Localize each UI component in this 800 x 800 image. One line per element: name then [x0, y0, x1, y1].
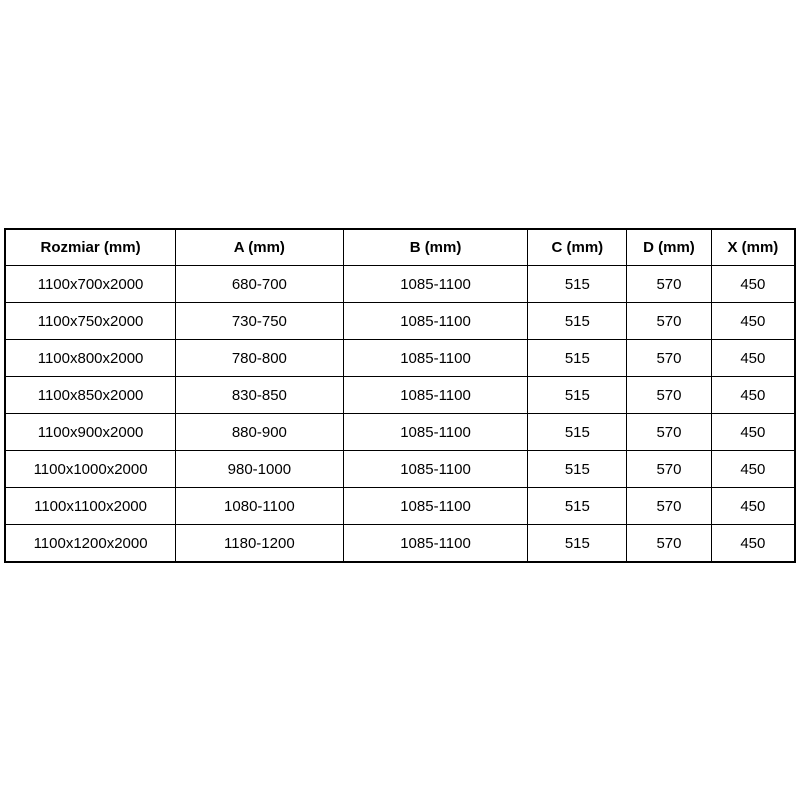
table-row: [5, 266, 795, 303]
table-cell: 1085-1100: [343, 451, 528, 488]
table-cell: 1100x1200x2000: [5, 525, 176, 563]
table-cell: 570: [627, 488, 712, 525]
table-cell: 1085-1100: [343, 340, 528, 377]
table-cell: 450: [711, 451, 795, 488]
column-header-c: C (mm): [528, 229, 627, 266]
table-cell: 1085-1100: [343, 377, 528, 414]
table-cell: 1100x850x2000: [5, 377, 176, 414]
column-header-x: X (mm): [711, 229, 795, 266]
table-cell: 1100x750x2000: [5, 303, 176, 340]
table-cell: 515: [528, 414, 627, 451]
table-cell: 450: [711, 525, 795, 563]
table-row: [5, 414, 795, 451]
column-header-b: B (mm): [343, 229, 528, 266]
table-row: [5, 525, 795, 563]
table-row: [5, 303, 795, 340]
table-cell: 830-850: [176, 377, 343, 414]
table-cell: 680-700: [176, 266, 343, 303]
table-cell: 570: [627, 303, 712, 340]
table-cell: 515: [528, 451, 627, 488]
table-cell: 450: [711, 303, 795, 340]
table-row: [5, 377, 795, 414]
table-cell: 515: [528, 488, 627, 525]
table-cell: 1100x700x2000: [5, 266, 176, 303]
table-row: [5, 340, 795, 377]
column-header-d: D (mm): [627, 229, 712, 266]
table-cell: 570: [627, 451, 712, 488]
table-cell: 450: [711, 377, 795, 414]
table-cell: 515: [528, 525, 627, 563]
table-cell: 450: [711, 414, 795, 451]
table-cell: 1080-1100: [176, 488, 343, 525]
table-cell: 450: [711, 340, 795, 377]
table-cell: 570: [627, 525, 712, 563]
table-header-row: [5, 229, 795, 266]
table-cell: 730-750: [176, 303, 343, 340]
table-cell: 450: [711, 266, 795, 303]
column-header-a: A (mm): [176, 229, 343, 266]
table-cell: 515: [528, 303, 627, 340]
table-row: [5, 488, 795, 525]
table-cell: 1100x1100x2000: [5, 488, 176, 525]
table-cell: 1085-1100: [343, 488, 528, 525]
table-cell: 515: [528, 340, 627, 377]
table-cell: 780-800: [176, 340, 343, 377]
table-cell: 1100x800x2000: [5, 340, 176, 377]
table-cell: 1180-1200: [176, 525, 343, 563]
table-cell: 570: [627, 414, 712, 451]
table-row: [5, 451, 795, 488]
table-cell: 450: [711, 488, 795, 525]
table-cell: 1100x1000x2000: [5, 451, 176, 488]
table-cell: 570: [627, 340, 712, 377]
column-header-rozmiar: Rozmiar (mm): [5, 229, 176, 266]
table-cell: 1085-1100: [343, 266, 528, 303]
table-cell: 515: [528, 377, 627, 414]
table-cell: 570: [627, 266, 712, 303]
table-header: [5, 229, 795, 266]
spec-table-body: [5, 266, 795, 563]
table-cell: 1085-1100: [343, 303, 528, 340]
table-cell: 515: [528, 266, 627, 303]
table-cell: 980-1000: [176, 451, 343, 488]
table-cell: 880-900: [176, 414, 343, 451]
table-cell: 1100x900x2000: [5, 414, 176, 451]
table-cell: 1085-1100: [343, 525, 528, 563]
table-cell: 1085-1100: [343, 414, 528, 451]
table-cell: 570: [627, 377, 712, 414]
dimensions-spec-table: [4, 228, 796, 563]
